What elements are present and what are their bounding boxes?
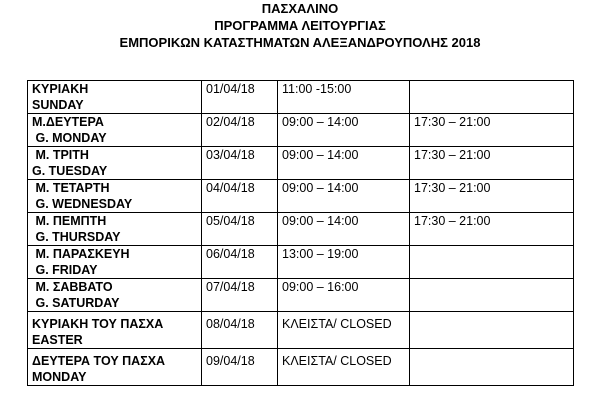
table-row bbox=[28, 147, 574, 180]
day-name-english: G. SATURDAY bbox=[32, 296, 120, 310]
table-row bbox=[28, 180, 574, 213]
morning-hours-cell: ΚΛΕΙΣΤΑ/ CLOSED bbox=[278, 312, 410, 349]
evening-hours-cell bbox=[410, 279, 574, 312]
day-cell bbox=[28, 81, 202, 114]
header-subtitle-2: ΕΜΠΟΡΙΚΩΝ ΚΑΤΑΣΤΗΜΑΤΩΝ ΑΛΕΞΑΝΔΡΟΥΠΟΛΗΣ 2018 bbox=[119, 35, 481, 50]
day-cell bbox=[28, 114, 202, 147]
evening-hours-cell bbox=[410, 81, 574, 114]
day-name-greek: Μ. ΤΕΤΑΡΤΗ bbox=[32, 181, 110, 195]
day-name-greek: Μ. ΣΑΒΒΑΤΟ bbox=[32, 280, 113, 294]
day-name-english: G. TUESDAY bbox=[32, 164, 108, 178]
morning-hours-cell: 09:00 – 14:00 bbox=[278, 213, 410, 246]
date-cell: 07/04/18 bbox=[202, 279, 278, 312]
morning-hours-cell: ΚΛΕΙΣΤΑ/ CLOSED bbox=[278, 349, 410, 386]
day-cell bbox=[28, 246, 202, 279]
day-cell bbox=[28, 147, 202, 180]
day-name-greek: ΔΕΥΤΕΡΑ ΤΟΥ ΠΑΣΧΑ bbox=[32, 354, 166, 368]
evening-hours-cell bbox=[410, 349, 574, 386]
evening-hours-cell bbox=[410, 312, 574, 349]
day-name-english: G. FRIDAY bbox=[32, 263, 98, 277]
day-name-greek: Μ.ΔΕΥΤΕΡΑ bbox=[32, 115, 104, 129]
morning-hours-cell: 09:00 – 14:00 bbox=[278, 180, 410, 213]
date-cell: 01/04/18 bbox=[202, 81, 278, 114]
morning-hours-cell: 09:00 – 14:00 bbox=[278, 147, 410, 180]
day-name-greek: ΚΥΡΙΑΚΗ bbox=[32, 82, 89, 96]
evening-hours-cell: 17:30 – 21:00 bbox=[410, 147, 574, 180]
evening-hours-cell: 17:30 – 21:00 bbox=[410, 213, 574, 246]
morning-hours-cell: 09:00 – 16:00 bbox=[278, 279, 410, 312]
day-name-greek: Μ. ΤΡΙΤΗ bbox=[32, 148, 89, 162]
day-cell bbox=[28, 180, 202, 213]
schedule-table bbox=[27, 80, 574, 386]
day-name-greek: Μ. ΠΕΜΠΤΗ bbox=[32, 214, 107, 228]
table-row bbox=[28, 246, 574, 279]
table-row bbox=[28, 279, 574, 312]
table-row bbox=[28, 312, 574, 349]
date-cell: 04/04/18 bbox=[202, 180, 278, 213]
date-cell: 02/04/18 bbox=[202, 114, 278, 147]
evening-hours-cell: 17:30 – 21:00 bbox=[410, 114, 574, 147]
date-cell: 08/04/18 bbox=[202, 312, 278, 349]
evening-hours-cell: 17:30 – 21:00 bbox=[410, 180, 574, 213]
day-name-greek: ΚΥΡΙΑΚΗ ΤΟΥ ΠΑΣΧΑ bbox=[32, 317, 164, 331]
header-subtitle: ΠΡΟΓΡΑΜΜΑ ΛΕΙΤΟΥΡΓΙΑΣ bbox=[214, 18, 386, 33]
day-name-english: SUNDAY bbox=[32, 98, 84, 112]
schedule-body bbox=[28, 81, 574, 386]
morning-hours-cell: 13:00 – 19:00 bbox=[278, 246, 410, 279]
date-cell: 05/04/18 bbox=[202, 213, 278, 246]
day-cell bbox=[28, 213, 202, 246]
table-row bbox=[28, 213, 574, 246]
day-name-english: MONDAY bbox=[32, 370, 87, 384]
evening-hours-cell bbox=[410, 246, 574, 279]
date-cell: 03/04/18 bbox=[202, 147, 278, 180]
table-row bbox=[28, 81, 574, 114]
day-name-english: G. THURSDAY bbox=[32, 230, 121, 244]
day-cell bbox=[28, 312, 202, 349]
day-cell bbox=[28, 279, 202, 312]
table-row bbox=[28, 114, 574, 147]
date-cell: 06/04/18 bbox=[202, 246, 278, 279]
morning-hours-cell: 11:00 -15:00 bbox=[278, 81, 410, 114]
date-cell: 09/04/18 bbox=[202, 349, 278, 386]
document-header bbox=[0, 0, 600, 51]
morning-hours-cell: 09:00 – 14:00 bbox=[278, 114, 410, 147]
day-name-greek: Μ. ΠΑΡΑΣΚΕΥΗ bbox=[32, 247, 130, 261]
day-name-english: G. MONDAY bbox=[32, 131, 107, 145]
header-title: ΠΑΣΧΑΛΙΝΟ bbox=[261, 1, 339, 16]
day-cell bbox=[28, 349, 202, 386]
day-name-english: EASTER bbox=[32, 333, 83, 347]
day-name-english: G. WEDNESDAY bbox=[32, 197, 133, 211]
table-row bbox=[28, 349, 574, 386]
